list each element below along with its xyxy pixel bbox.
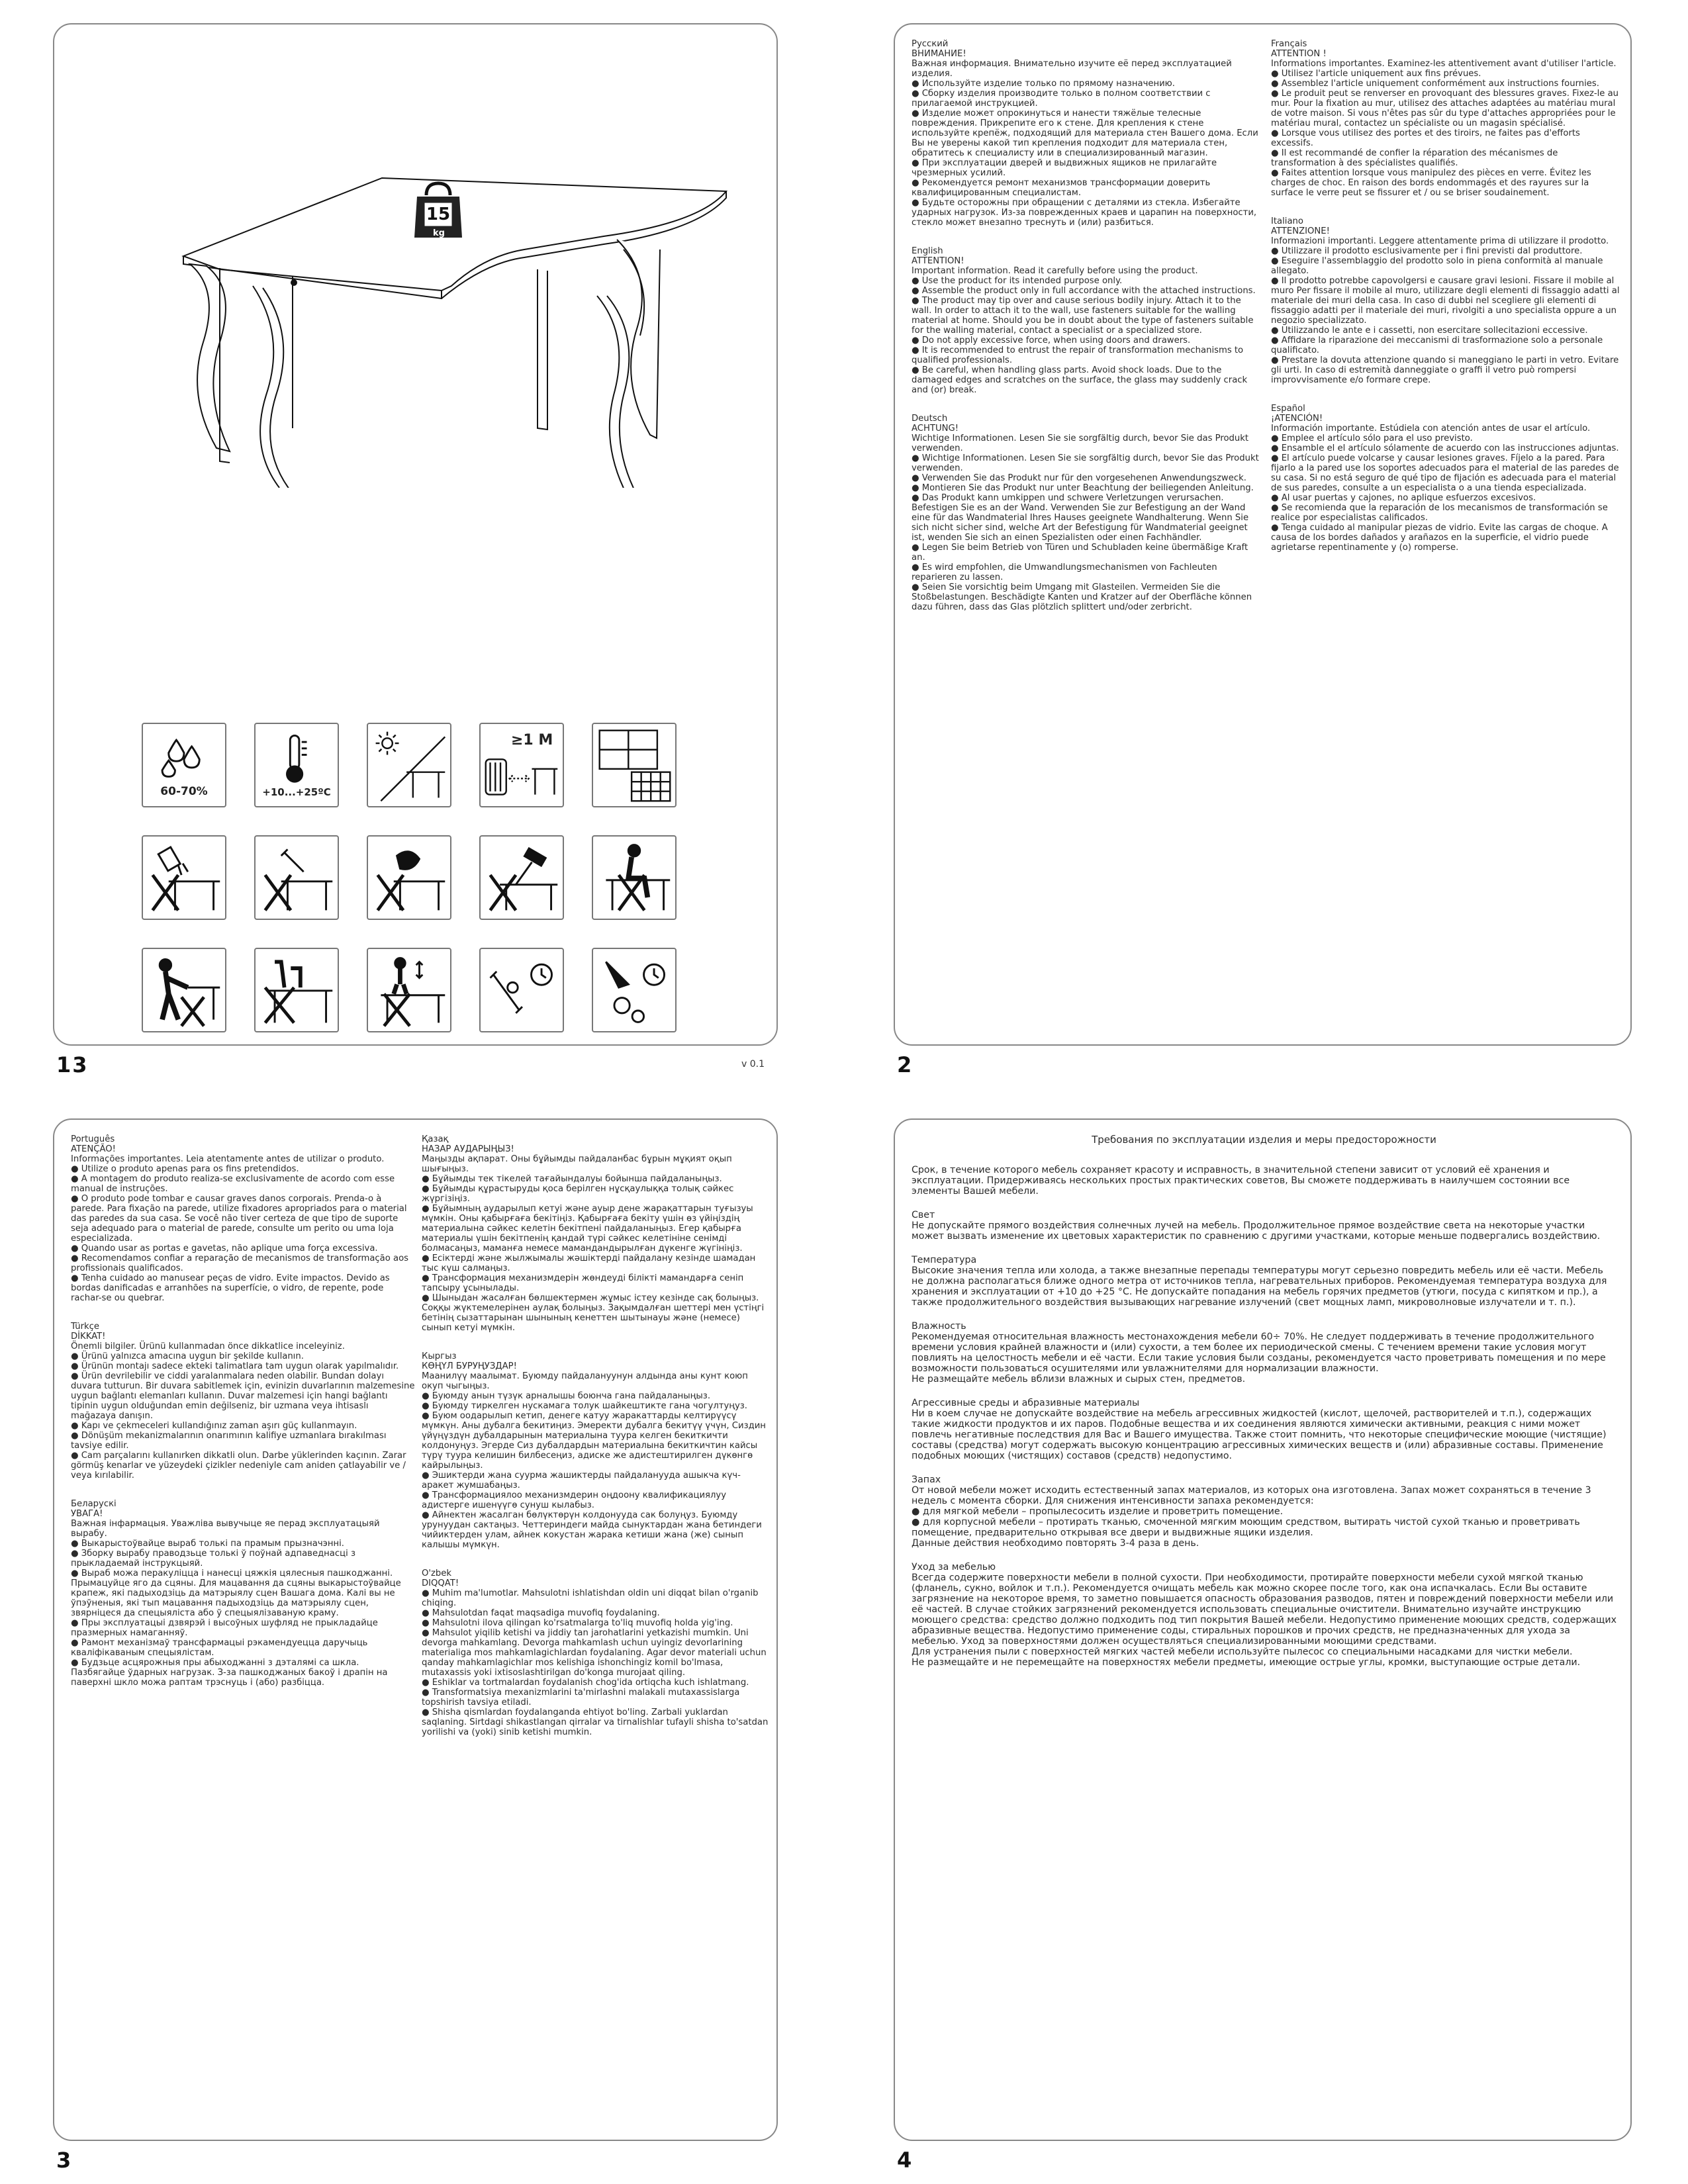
section-text: Маанилүү маалымат. Буюмду пайдалануунун алдында аны кунт коюп окуп чыгыңыз. ● Буюмду анын түзүк арналышы боюнча гана пайдаланыңыз. ● Буюмду тиркелген нускамага толук шайкештикте гана чогултуңуз. ● Буюм оодарылып кетип, денеге катуу жаракаттарды келтирүүсү мүмкүн. Аны дубалга бекитиңиз. Эмеректи дубалга бекитүү үчүн, Сиздин үйүңүздүн дубалдарынын материалына туура келген бекиткичти колдонуңуз. Эгерде Сиз дубалдардын материалына бекиткичтин кайсы түрү туура келишин билбесеңиз, адиске же адистештирилген дүкөнгө кайрылыңыз. ● Эшиктерди жана суурма жашиктерды пайдаланууда ашыкча күч-аракет жумшабаңыз. ● Трансформациялоо механизмдерин оңдоону квалификациялуу адистерге ишенүүгө сунуш кылабыз. ● Айнектен жасалган бөлүктөрүн колдонууда сак болуңуз. Буюмду урунуудан сактаңыз. Четтериндеги майда сынуктардан жана бетиндеги чийиктерден улам, айнек кокустан жарака кетиши жана (же) сынып калышы мүмкүн. bbox=[422, 1371, 766, 1550]
section-turkish bbox=[71, 1322, 415, 1480]
section-spanish bbox=[1271, 404, 1622, 553]
section-text: Información importante. Estúdiela con atención antes de usar el artículo. ● Emplee el artículo sólo para el uso previsto. ● Ensamble el el artículo sólamente de acuerdo con las instrucciones adjuntas. ● El artículo puede volcarse y causar lesiones graves. Fíjelo a la pared. Para fijarlo a la pared use los soportes adecuados para el material de las paredes de su casa. Si no está seguro de qué tipo de fijación es adecuada para el material de sus paredes, consulte a un especialista o a una tienda especializada. ● Al usar puertas y cajones, no aplique esfuerzos excesivos. ● Se recomienda que la reparación de los mecanismos de transformación se realice por especialistas calificados. ● Tenga cuidado al manipular piezas de vidrio. Evite las cargas de choque. A causa de los bordes dañados y arañazos en la superficie, el vidrio puede agrietarse repentinamente y (o) romperse. bbox=[1271, 424, 1619, 553]
section-head: Влажность bbox=[912, 1321, 966, 1332]
section-kyrgyz bbox=[422, 1351, 769, 1550]
section-head: Агрессивные среды и абразивные материалы bbox=[912, 1398, 1140, 1408]
lang-title: Español bbox=[1271, 404, 1305, 414]
care-section-aggressive-media bbox=[912, 1398, 1617, 1461]
no-liquid-spill-icon bbox=[142, 835, 226, 920]
no-hammer-icon bbox=[479, 835, 564, 920]
section-uzbek bbox=[422, 1569, 769, 1737]
section-head: ACHTUNG! bbox=[912, 424, 959, 433]
lubricate-mechanisms-icon bbox=[592, 948, 677, 1032]
care-section-furniture-care bbox=[912, 1562, 1617, 1668]
temperature-label: +10...+25ºC bbox=[262, 786, 331, 798]
no-wet-cloth-icon bbox=[367, 835, 451, 920]
weight-value: 15 bbox=[426, 205, 451, 224]
desk-illustration bbox=[54, 24, 778, 488]
section-head: УВАГА! bbox=[71, 1509, 103, 1519]
no-standing-icon bbox=[367, 948, 451, 1032]
section-text: Ни в коем случае не допускайте воздействие на мебель агрессивных жидкостей (кислот, щелочей, растворителей и т.п.), содержащих такие жидкости продуктов и их паров. Подобные вещества и их соединения являются химически активными, реакция с ними может повлечь негативные последствия для Вас и Вашего имущества. Также стоит помнить, что некоторые специфические моющие (чистящие) составы (средства) могут содержать высокую концентрацию агрессивных химических веществ и (или) абразивные составы. Применение подобных моющих (чистящих) составов (средств) недопустимо. bbox=[912, 1408, 1607, 1461]
page4-content bbox=[912, 1134, 1617, 1668]
section-russian bbox=[912, 39, 1262, 228]
humidity-icon bbox=[142, 723, 226, 807]
section-head: Свет bbox=[912, 1210, 935, 1220]
page-13 bbox=[53, 23, 778, 1046]
page-number-4: 4 bbox=[897, 2148, 914, 2173]
care-section-smell bbox=[912, 1475, 1617, 1549]
lang-title: English bbox=[912, 246, 943, 256]
section-text: Informazioni importanti. Leggere attentamente prima di utilizzare il prodotto. ● Utilizzare il prodotto esclusivamente per i fini previsti dal produttore. ● Eseguire l'assemblaggio del prodotto solo in piena conformità al manuale allegato. ● Il prodotto potrebbe capovolgersi e causare gravi lesioni. Fissare il mobile al muro Per fissare il mobile al muro, utilizzare degli elementi di fissaggio adatti al materiale dei muri della casa. In caso di dubbi nel scegliere gli elementi di fissaggio adatti per il materiale dei muri, rivolgiti a uno specialista oppure a un negozio specializzato. ● Utilizzando le ante e i cassetti, non esercitare sollecitazioni eccessive. ● Affidare la riparazione dei meccanismi di trasformazione solo a personale qualificato. ● Prestare la dovuta attenzione quando si maneggiano le parti in vetro. Evitare gli urti. In caso di estremità danneggiate o graffi il vetro può rompersi improvvisamente e/o formare crepe. bbox=[1271, 236, 1620, 385]
heater-distance-label: ≥1 M bbox=[511, 732, 553, 749]
section-text: Важная інфармацыя. Уважліва вывучыце яе перад эксплуатацыяй вырабу. ● Выкарыстоўвайце выраб толькі па прамым прызначэнні. ● Зборку вырабу праводзьце толькі ў поўнай адпаведнасці з прыкладаемай інструкцыяй. ● Выраб можа перакуліцца і нанесці цяжкія цялесныя пашкоджанні. Прымацуйце яго да сцяны. Для мацавання да сцяны выкарыстоўвайце крапеж, які падыходзіць да матэрыялу сцен Вашага дома. Калі вы не ўпэўненыя, які тып мацавання падыходзіць да матэрыялу сцен, звярніцеся да спецыяліста або ў спецыялізаваную краму. ● Пры эксплуатацыі дзвярэй і высоўных шуфляд не прыкладайце празмерных намаганняў. ● Рамонт механізмаў трансфармацыі рэкамендуецца даручыць кваліфікаваным спецыялістам. ● Будзьце асцярожныя пры абыходжанні з дэталямі са шкла. Пазбягайце ўдарных нагрузак. З-за пашкоджаных бакоў і драпін на паверхні шкло можа раптам трэснуць і (або) разбіцца. bbox=[71, 1519, 401, 1688]
section-text: Высокие значения тепла или холода, а также внезапные перепады температуры могут серьезно повредить мебель или её части. Мебель не должна располагаться ближе одного метра от источников тепла, нагревательных приборов. Рекомендуемая температура воздуха для хранения и эксплуатации от +10 до +25 °C. Не допускайте попадания на мебель горячих предметов (утюги, посуда с кипятком и пр.), а также продолжительного воздействия вызывающих нагревание излучений (свет мощных ламп, микроволновые излучатели и т. п.). bbox=[912, 1265, 1607, 1308]
sunlight-icon bbox=[367, 723, 451, 807]
lang-title: O'zbek bbox=[422, 1569, 452, 1578]
section-english bbox=[912, 246, 1262, 395]
lang-title: Кыргыз bbox=[422, 1351, 457, 1361]
section-text: Не допускайте прямого воздействия солнечных лучей на мебель. Продолжительное прямое воздействие света на некоторые участки может вызвать изменение их цветовых характеристик по сравнению с другими участками, которые меньше подвергались воздействию. bbox=[912, 1220, 1601, 1242]
page-number-2: 2 bbox=[897, 1052, 914, 1077]
section-belarusian bbox=[71, 1499, 415, 1688]
page3-left-column bbox=[71, 1134, 415, 1698]
section-text: От новой мебели может исходить естественный запах материалов, из которых она изготовлена. Запах может сохраняться в течение 3 недель с момента сборки. Для снижения интенсивности запаха рекомендуется: ● для мягкой мебели – пропылесосить изделие и проветрить помещение. ● для корпусной мебели – протирать тканью, смоченной мягким моющим средством, вытирать чистой сухой тканью и проветривать помещение, предварительно открывая все двери и выдвижные ящики изделия. Данные действия необходимо повторять 3-4 раза в день. bbox=[912, 1485, 1591, 1549]
section-french bbox=[1271, 39, 1622, 198]
version-label: v 0.1 bbox=[741, 1059, 765, 1069]
no-tilting-icon bbox=[254, 948, 339, 1032]
page2-right-column bbox=[1271, 39, 1622, 563]
care-section-light bbox=[912, 1210, 1617, 1242]
section-head: DIQQAT! bbox=[422, 1578, 459, 1588]
section-text: ● Muhim ma'lumotlar. Mahsulotni ishlatishdan oldin uni diqqat bilan o'rganib chiqing. ● Mahsulotdan faqat maqsadiga muvofiq foydalaning. ● Mahsulotni ilova qilingan ko'rsatmalarga to'liq muvofiq holda yig'ing. ● Mahsulot yiqilib ketishi va jiddiy tan jarohatlarini yetkazishi mumkin. Uni devorga mahkamlang. Devorga mahkamlash uchun uyingiz devorlarining materialiga mos mahkamlagichlardan foydalaning. Agar devor materiali uchun qanday mahkamlagichlar mos kelishiga ishonchingiz komil bo'lmasa, mutaxassis yoki ixtisoslashtirilgan do'konga murojaat qiling. ● Eshiklar va tortmalardan foydalanish chog'ida ortiqcha kuch ishlatmang. ● Transformatsiya mexanizmlarini ta'mirlashni malakali mutaxassislarga topshirish tavsiya etiladi. ● Shisha qismlardan foydalanganda ehtiyot bo'ling. Zarbali yuklardan saqlaning. Sirtdagi shikastlangan qirralar va tirnalishlar tufayli shisha to'satdan yorilishi va (yoki) sinib ketishi mumkin. bbox=[422, 1588, 769, 1737]
page-3 bbox=[53, 1118, 778, 2141]
section-head: КӨҢҮЛ БУРУҢУЗДАР! bbox=[422, 1361, 517, 1371]
section-head: DİKKAT! bbox=[71, 1332, 106, 1342]
page4-title: Требования по эксплуатации изделия и меры предосторожности bbox=[1092, 1134, 1436, 1146]
lang-title: Português bbox=[71, 1134, 115, 1144]
page-4 bbox=[894, 1118, 1632, 2141]
section-text: Informações importantes. Leia atentamente antes de utilizar o produto. ● Utilize o produto apenas para os fins pretendidos. ● A montagem do produto realiza-se exclusivamente de acordo com esse manual de instruções. ● O produto pode tombar e causar graves danos corporais. Prenda-o à parede. Para fixação na parede, utilize fixadores apropriados para o material das paredes da sua casa. Se você não tiver certeza de que tipo de suporte seja adequado para o material de parede, consulte um perito ou uma loja especializada. ● Quando usar as portas e gavetas, não aplique uma força excessiva. ● Recomendamos confiar a reparação de mecanismos de transformação aos profissionais qualificados. ● Tenha cuidado ao manusear peças de vidro. Evite impactos. Devido as bordas danificadas e arranhões na superfície, o vidro, de repente, pode rachar-se ou quebrar. bbox=[71, 1154, 409, 1303]
section-text: Рекомендуемая относительная влажность местонахождения мебели 60÷ 70%. Не следует поддерживать в течение продолжительного времени условия крайней влажности и (или) сухости, а тем более их периодической смены. С течением времени такие условия могут повлиять на целостность мебели и её части. Если такие условия были созданы, рекомендуется часто проветривать помещения и по мере возможности пользоваться осушителями или увлажнителями для нормализации влажности. Не размещайте мебель вблизи влажных и сырых стен, предметов. bbox=[912, 1332, 1606, 1385]
tighten-screws-icon bbox=[479, 948, 564, 1032]
lang-title: Deutsch bbox=[912, 414, 948, 424]
section-text: Маңызды ақпарат. Оны бұйымды пайдаланбас бұрын мұқият оқып шығыңыз. ● Бұйымды тек тікелей тағайындалуы бойынша пайдаланыңыз. ● Бұйымды құрастыруды қоса берілген нұсқаулыққа толық сәйкес жүргізіңіз. ● Бұйымның аударылып кетуі және ауыр дене жарақаттарын туғызуы мүмкін. Оны қабырғаға бекітіңіз. Қабырғаға бекіту үшін өз үйіңіздің материалына сәйкес келетін бекітпені пайдаланыңыз. Егер қабырға материалы үшін бекітпенің қандай түрі сәйкес келетініне сенімді болмасаңыз, маманға немесе мамандандырылған дүкенге жүгініңіз. ● Есіктерді және жылжымалы жәшіктерді пайдалану кезінде шамадан тыс күш салмаңыз. ● Трансформация механизмдерін жөндеуді білікті мамандарға сеніп тапсыру ұсынылады. ● Шыныдан жасалған бөлшектермен жұмыс істеу кезінде сақ болыңыз. Соққы жүктемелерінен аулақ болыңыз. Зақымдалған шеттері мен үстіңгі бетінің сызаттарынан шынының кенеттен шытынауы және (немесе) сынып кетуі мүмкін. bbox=[422, 1154, 765, 1333]
lang-title: Türkçe bbox=[71, 1322, 100, 1332]
section-head: ATTENTION ! bbox=[1271, 49, 1327, 59]
lang-title: Français bbox=[1271, 39, 1307, 49]
section-text: Important information. Read it carefully before using the product. ● Use the product for its intended purpose only. ● Assemble the product only in full accordance with the attached instructions. ● The product may tip over and cause serious bodily injury. Attach it to the wall. In order to attach it to the wall, use fasteners suitable for the walling material at home. Should you be in doubt about the type of fasteners suitable for the walling material, contact a specialist or a specialized store. ● Do not apply excessive force, when using doors and drawers. ● It is recommended to entrust the repair of transformation mechanisms to qualified professionals. ● Be careful, when handling glass parts. Avoid shock loads. Due to the damaged edges and scratches on the surface, the glass may suddenly crack and (or) break. bbox=[912, 266, 1256, 395]
temperature-icon bbox=[254, 723, 339, 807]
section-head: Уход за мебелью bbox=[912, 1562, 996, 1572]
page-2 bbox=[894, 23, 1632, 1046]
section-head: ВНИМАНИЕ! bbox=[912, 49, 966, 59]
care-section-humidity bbox=[912, 1321, 1617, 1385]
lang-title: Беларускі bbox=[71, 1499, 117, 1509]
section-head: Температура bbox=[912, 1255, 977, 1265]
lang-title: Қазақ bbox=[422, 1134, 449, 1144]
section-text: Wichtige Informationen. Lesen Sie sie sorgfältig durch, bevor Sie das Produkt verwenden. ● Wichtige Informationen. Lesen Sie sie sorgfältig durch, bevor Sie das Produkt verwenden. ● Verwenden Sie das Produkt nur für den vorgesehenen Anwendungszweck. ● Montieren Sie das Produkt nur unter Beachtung der beiliegenden Anleitung. ● Das Produkt kann umkippen und schwere Verletzungen verursachen. Befestigen Sie es an der Wand. Verwenden Sie zur Befestigung an der Wand eine für das Wandmaterial Ihres Hauses geeignete Wandhalterung. Wenn Sie sich nicht sicher sind, welche Art der Befestigung für Wandmaterial geeignet ist, wenden Sie sich an einen Spezialisten oder einen Fachhändler. ● Legen Sie beim Betrieb von Türen und Schubladen keine übermäßige Kraft an. ● Es wird empfohlen, die Umwandlungsmechanismen von Fachleuten reparieren zu lassen. ● Seien Sie vorsichtig beim Umgang mit Glasteilen. Vermeiden Sie die Stoßbelastungen. Beschädigte Kanten und Kratzer auf der Oberfläche können dazu führen, dass das Glas plötzlich splittert und/oder zerbricht. bbox=[912, 433, 1259, 612]
lang-title: Italiano bbox=[1271, 216, 1303, 226]
window-room-icon bbox=[592, 723, 677, 807]
page2-left-column bbox=[912, 39, 1262, 623]
page4-intro: Срок, в течение которого мебель сохраняет красоту и исправность, в значительной степени зависит от условий её хранения и эксплуатации. Придерживаясь нескольких простых практических советов, Вы сможете поддерживать в наилучшем состоянии все элементы Вашей мебели. bbox=[912, 1165, 1570, 1197]
section-text: Informations importantes. Examinez-les attentivement avant d'utiliser l'article. ● Utilisez l'article uniquement aux fins prévues. ● Assemblez l'article uniquement conformément aux instructions fournies. ● Le produit peut se renverser en provoquant des blessures graves. Fixez-le au mur. Pour la fixation au mur, utilisez des attaches adaptées au matériau mural de votre maison. Si vous n'êtes pas sûr du type d'attaches appropriées pour le matériau mural, contactez un spécialiste ou un magasin spécialisé. ● Lorsque vous utilisez des portes et des tiroirs, ne faites pas d'efforts excessifs. ● Il est recommandé de confier la réparation des mécanismes de transformation à des spécialistes qualifiés. ● Faites attention lorsque vous manipulez des pièces en verre. Évitez les charges de choc. En raison des bords endommagés et des rayures sur la surface le verre peut se fissurer et / ou se briser soudainement. bbox=[1271, 59, 1619, 198]
section-head: Запах bbox=[912, 1475, 941, 1485]
lang-title: Русский bbox=[912, 39, 949, 49]
section-italian bbox=[1271, 216, 1622, 385]
section-text: Важная информация. Внимательно изучите её перед эксплуатацией изделия. ● Используйте изделие только по прямому назначению. ● Сборку изделия производите только в полном соответствии с прилагаемой инструкцией. ● Изделие может опрокинуться и нанести тяжёлые телесные повреждения. Прикрепите его к стене. Для крепления к стене используйте крепёж, подходящий для материала стен Вашего дома. Если Вы не уверены какой тип крепления подходит для материала стен, обратитесь к специалисту или в специализированный магазин. ● При эксплуатации дверей и выдвижных ящиков не прилагайте чрезмерных усилий. ● Рекомендуется ремонт механизмов трансформации доверить квалифицированным специалистам. ● Будьте осторожны при обращении с деталями из стекла. Избегайте ударных нагрузок. Из-за поврежденных краев и царапин на поверхности, стекло может внезапно треснуть и (или) разбиться. bbox=[912, 59, 1258, 228]
section-head: НАЗАР АУДАРЫҢЫЗ! bbox=[422, 1144, 514, 1154]
no-dragging-icon bbox=[142, 948, 226, 1032]
section-head: ATENÇÃO! bbox=[71, 1144, 116, 1154]
section-head: ATTENZIONE! bbox=[1271, 226, 1330, 236]
page-number-3: 3 bbox=[56, 2148, 73, 2173]
page3-right-column bbox=[422, 1134, 769, 1748]
section-portuguese bbox=[71, 1134, 415, 1303]
section-head: ATTENTION! bbox=[912, 256, 964, 266]
no-sitting-icon bbox=[592, 835, 677, 920]
section-text: Всегда содержите поверхности мебели в полной сухости. При необходимости, протирайте поверхности мебели сухой мягкой тканью (фланель, сукно, войлок и т.п.). Рекомендуется очищать мебель как можно скорее после того, как она испачкалась. Если Вы оставите загрязнение на некоторое время, то заметно повышается опасность образования разводов, пятен и повреждений поверхности мебели или её частей. В случае стойких загрязнений рекомендуется использовать специальные очистители. Внимательно изучайте инструкцию моющего средства: средство должно подходить под тип покрытия Вашей мебели. Недопустимо применение моющих средств, содержащих абразивные вещества. Недопустимо применение соды, стиральных порошков и прочих средств, не предназначенных для ухода за мебелью. Уход за поверхностями должен осуществляться специализированными моющими средствами. Для устранения пыли с поверхностей мягких частей мебели используйте пылесос со специальными насадками для чистки мебели. Не размещайте и не перемещайте на поверхностях мебели предметы, имеющие острые углы, кромки, выступающие острые детали. bbox=[912, 1572, 1617, 1668]
section-head: ¡ATENCIÓN! bbox=[1271, 414, 1323, 424]
heater-distance-icon bbox=[479, 723, 564, 807]
care-section-temperature bbox=[912, 1255, 1617, 1308]
humidity-label: 60-70% bbox=[160, 785, 208, 798]
section-german bbox=[912, 414, 1262, 612]
page-number-13: 13 bbox=[56, 1052, 89, 1077]
section-text: Önemli bilgiler. Ürünü kullanmadan önce dikkatlice inceleyiniz. ● Ürünü yalnızca amacına uygun bir şekilde kullanın. ● Ürünün montajı sadece ekteki talimatlara tam uygun olarak yapılmalıdır. ● Ürün devrilebilir ve ciddi yaralanmalara neden olabilir. Bundan dolayı duvara tutturun. Bir duvara sabitlemek için, evinizin duvarlarının malzemesine uygun bağlantı elemanları kullanın. Duvar malzemesi için hangi bağlantı tipinin uygun olduğundan emin değilseniz, bir uzmana veya ihtisaslı mağazaya danışın. ● Kapı ve çekmeceleri kullandığınız zaman aşırı güç kullanmayın. ● Dönüşüm mekanizmalarının onarımının kalifiye uzmanlara bırakılması tavsiye edilir. ● Cam parçalarını kullanırken dikkatli olun. Darbe yüklerinden kaçının. Zarar görmüş kenarlar ve yüzeydeki çizikler nedeniyle cam aniden çatlayabilir ve / veya kırılabilir. bbox=[71, 1342, 415, 1480]
weight-unit: kg bbox=[433, 228, 445, 238]
no-sharp-object-icon bbox=[254, 835, 339, 920]
section-kazakh bbox=[422, 1134, 769, 1333]
